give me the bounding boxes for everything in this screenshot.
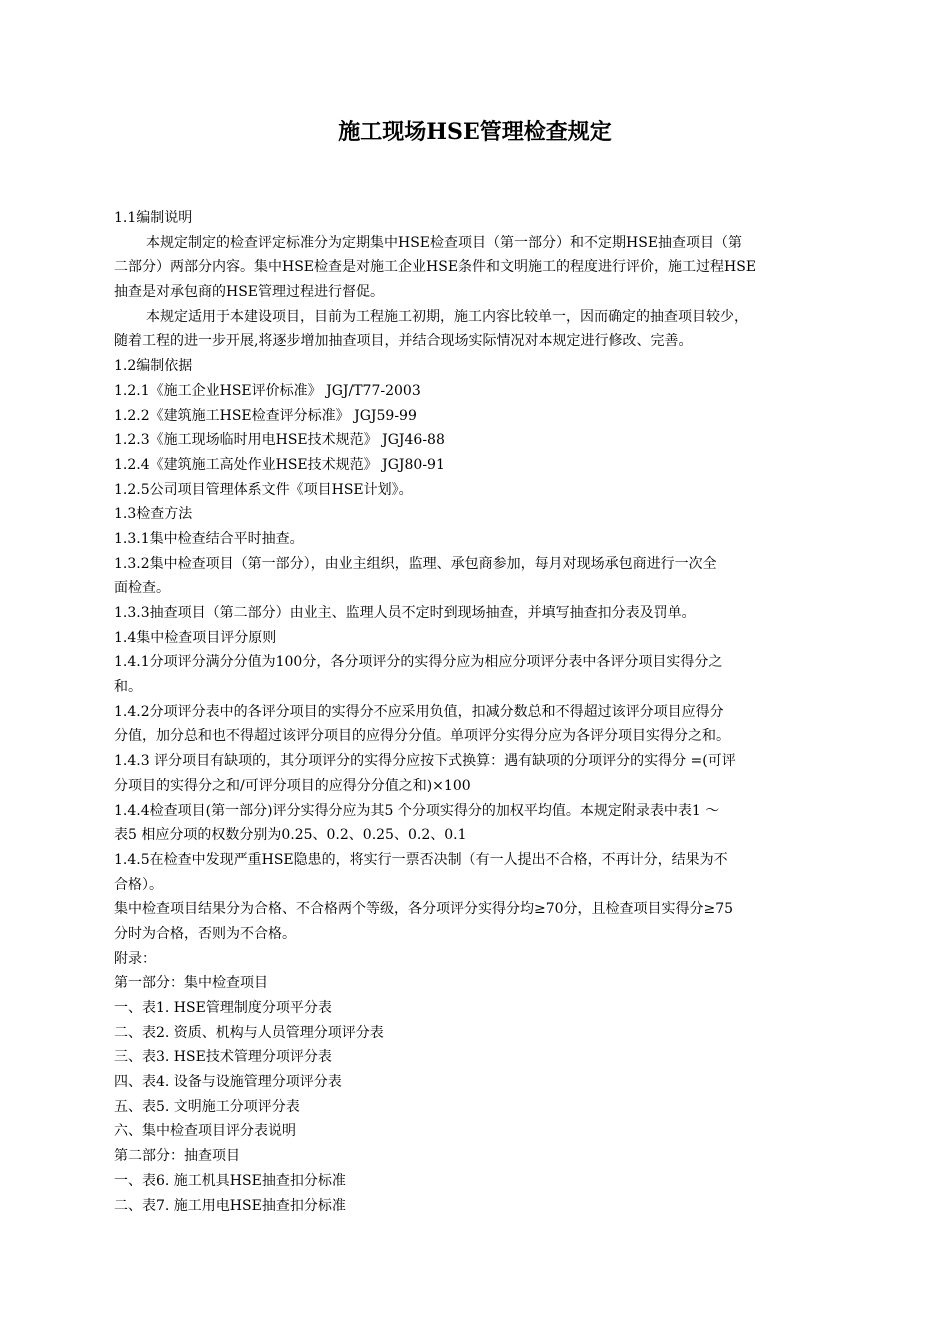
paragraph-line: 1.3.2集中检查项目（第一部分），由业主组织，监理、承包商参加，每月对现场承包商进行一次全 bbox=[114, 555, 717, 572]
reference-item: 1.2.3《施工现场临时用电HSE技术规范》 JGJ46-88 bbox=[114, 432, 445, 449]
reference-item: 1.2.2《建筑施工HSE检查评分标准》 JGJ59-99 bbox=[114, 407, 417, 424]
paragraph-line: 面检查。 bbox=[114, 580, 170, 597]
paragraph-line: 1.4.1分项评分满分分值为100分，各分项评分的实得分应为相应分项评分表中各评分项目实得分之 bbox=[114, 654, 723, 671]
paragraph-line: 1.3.1集中检查结合平时抽查。 bbox=[114, 530, 304, 547]
paragraph-line: 集中检查项目结果分为合格、不合格两个等级，各分项评分实得分均≥70分，且检查项目实得分≥75 bbox=[114, 901, 734, 918]
appendix-item: 二、表2. 资质、机构与人员管理分项评分表 bbox=[114, 1024, 384, 1041]
appendix-heading: 附录： bbox=[114, 950, 156, 967]
appendix-item: 六、集中检查项目评分表说明 bbox=[114, 1123, 296, 1140]
paragraph-line: 随着工程的进一步开展,将逐步增加抽查项目，并结合现场实际情况对本规定进行修改、完善。 bbox=[114, 333, 693, 350]
paragraph-line: 表5 相应分项的权数分别为0.25、0.2、0.25、0.2、0.1 bbox=[114, 827, 467, 844]
paragraph-line: 二部分）两部分内容。集中HSE检查是对施工企业HSE条件和文明施工的程度进行评价，施工过程HSE bbox=[114, 259, 757, 276]
paragraph-line: 分项目的实得分之和/可评分项目的应得分分值之和)×100 bbox=[114, 777, 471, 794]
paragraph-line: 1.4.3 评分项目有缺项的，其分项评分的实得分应按下式换算：遇有缺项的分项评分的实得分 =(可评 bbox=[114, 753, 736, 770]
paragraph-line: 合格）。 bbox=[114, 876, 163, 893]
paragraph-line: 1.4.4检查项目(第一部分)评分实得分应为其5 个分项实得分的加权平均值。本规定附录表中表1 ～ bbox=[114, 802, 720, 819]
paragraph-line: 抽查是对承包商的HSE管理过程进行督促。 bbox=[114, 284, 385, 301]
paragraph-line: 和。 bbox=[114, 679, 142, 696]
section-heading-1-4: 1.4集中检查项目评分原则 bbox=[114, 629, 277, 646]
reference-item: 1.2.4《建筑施工高处作业HSE技术规范》 JGJ80-91 bbox=[114, 456, 445, 473]
reference-item: 1.2.5公司项目管理体系文件《项目HSE计划》。 bbox=[114, 481, 413, 498]
paragraph-line: 本规定制定的检查评定标准分为定期集中HSE检查项目（第一部分）和不定期HSE抽查项目（第 bbox=[146, 234, 743, 251]
appendix-item: 二、表7. 施工用电HSE抽查扣分标准 bbox=[114, 1197, 346, 1214]
paragraph-line: 1.4.2分项评分表中的各评分项目的实得分不应采用负值，扣减分数总和不得超过该评分项目应得分 bbox=[114, 703, 724, 720]
section-heading-1-2: 1.2编制依据 bbox=[114, 358, 193, 375]
appendix-item: 三、表3. HSE技术管理分项评分表 bbox=[114, 1049, 332, 1066]
appendix-item: 四、表4. 设备与设施管理分项评分表 bbox=[114, 1074, 342, 1091]
appendix-item: 一、表1. HSE管理制度分项平分表 bbox=[114, 1000, 332, 1016]
appendix-part-heading: 第二部分：抽查项目 bbox=[114, 1148, 240, 1165]
section-heading-1-1: 1.1编制说明 bbox=[114, 210, 193, 226]
reference-item: 1.2.1《施工企业HSE评价标准》 JGJ/T77-2003 bbox=[114, 382, 421, 399]
appendix-item: 一、表6. 施工机具HSE抽查扣分标准 bbox=[114, 1172, 346, 1189]
paragraph-line: 1.3.3抽查项目（第二部分）由业主、监理人员不定时到现场抽查，并填写抽查扣分表及罚单。 bbox=[114, 605, 696, 621]
paragraph-line: 分时为合格，否则为不合格。 bbox=[114, 925, 296, 942]
section-heading-1-3: 1.3检查方法 bbox=[114, 506, 193, 523]
paragraph-line: 本规定适用于本建设项目，目前为工程施工初期，施工内容比较单一，因而确定的抽查项目较少， bbox=[146, 308, 748, 325]
appendix-item: 五、表5. 文明施工分项评分表 bbox=[114, 1098, 300, 1115]
document-title: 施工现场HSE管理检查规定 bbox=[338, 119, 612, 145]
paragraph-line: 1.4.5在检查中发现严重HSE隐患的，将实行一票否决制（有一人提出不合格，不再计分，结果为不 bbox=[114, 851, 728, 868]
paragraph-line: 分值，加分总和也不得超过该评分项目的应得分分值。单项评分实得分应为各评分项目实得分之和。 bbox=[114, 728, 730, 745]
appendix-part-heading: 第一部分：集中检查项目 bbox=[114, 975, 268, 992]
document-body bbox=[114, 206, 862, 1218]
